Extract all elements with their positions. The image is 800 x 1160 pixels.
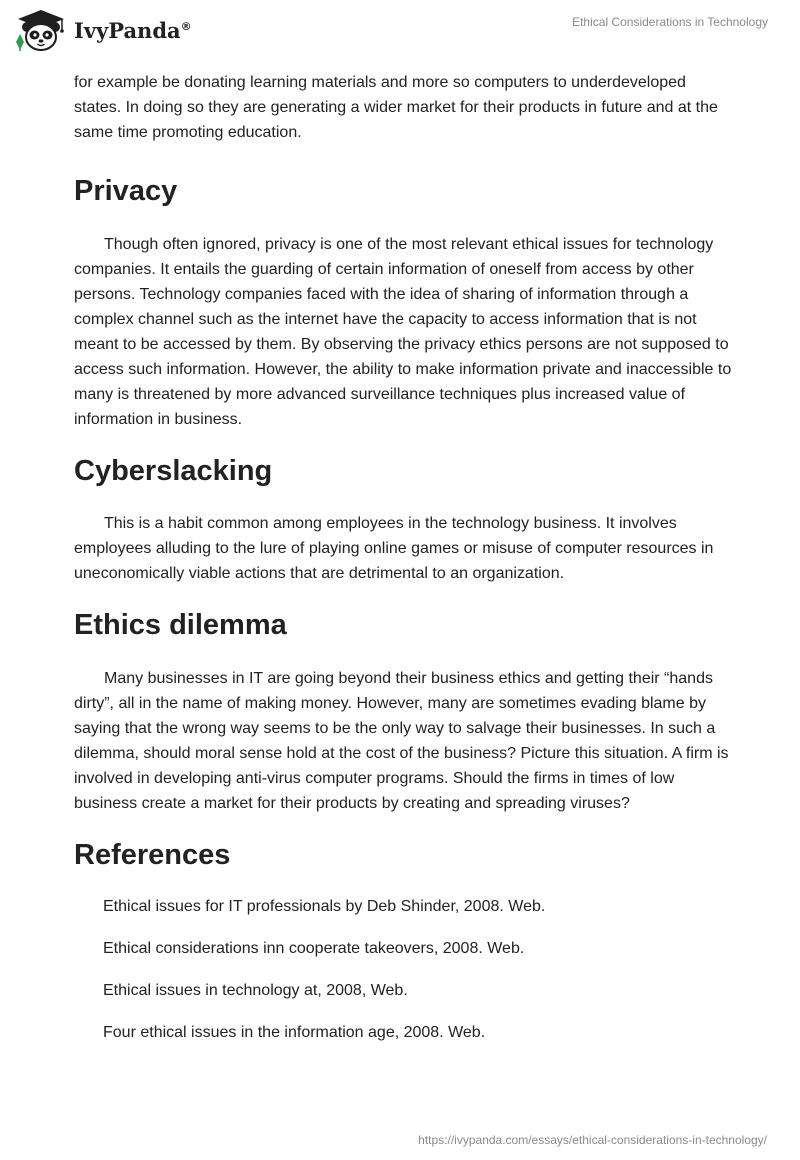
references-heading: References xyxy=(74,839,231,871)
document-title: Ethical Considerations in Technology xyxy=(572,15,768,29)
section-heading-privacy: Privacy xyxy=(74,175,178,207)
intro-paragraph: for example be donating learning materials and more so computers to underdeveloped states. In doing so they are generating a wider market for their products in future and at the same time promoting education. xyxy=(74,74,718,141)
reference-item: Ethical issues in technology at, 2008, Web. xyxy=(103,982,408,999)
references-list xyxy=(74,896,734,1044)
essay-content xyxy=(74,70,734,1064)
ivypanda-logo[interactable] xyxy=(14,8,192,52)
section-body-ethics-dilemma: Many businesses in IT are going beyond their business ethics and getting their “hands dirty”, all in the name of making money. However, many are sometimes evading blame by saying that the wrong way seems to be the only way to salvage their businesses. In such a dilemma, should moral sense hold at the cost of the business? Picture this situation. A firm is involved in developing anti-virus computer programs. Should the firms in times of low business create a market for their products by creating and spreading viruses? xyxy=(74,670,729,812)
source-url[interactable]: https://ivypanda.com/essays/ethical-considerations-in-technology/ xyxy=(418,1133,767,1147)
panda-graduate-icon xyxy=(14,8,68,52)
logo-wordmark xyxy=(74,18,192,43)
reference-item: Four ethical issues in the information age, 2008. Web. xyxy=(103,1024,486,1041)
reference-item: Ethical considerations inn cooperate takeovers, 2008. Web. xyxy=(103,940,525,957)
page-header xyxy=(0,0,800,64)
section-heading-ethics-dilemma: Ethics dilemma xyxy=(74,609,287,641)
registered-mark: ® xyxy=(180,19,192,33)
reference-item: Ethical issues for IT professionals by Deb Shinder, 2008. Web. xyxy=(103,898,546,915)
section-body-privacy: Though often ignored, privacy is one of the most relevant ethical issues for technology companies. It entails the guarding of certain information of oneself from access by other persons. Technology companies faced with the idea of sharing of information through a complex channel such as the internet have the capacity to access information that is not meant to be accessed by them. By observing the privacy ethics persons are not supposed to access such information. However, the ability to make information private and inaccessible to many is threatened by more advanced surveillance techniques plus increased value of information in business. xyxy=(74,236,732,428)
section-body-cyberslacking: This is a habit common among employees in the technology business. It involves employees alluding to the lure of playing online games or misuse of computer resources in uneconomically viable actions that are detrimental to an organization. xyxy=(74,515,714,582)
section-heading-cyberslacking: Cyberslacking xyxy=(74,455,273,487)
logo-text: IvyPanda xyxy=(74,17,181,43)
